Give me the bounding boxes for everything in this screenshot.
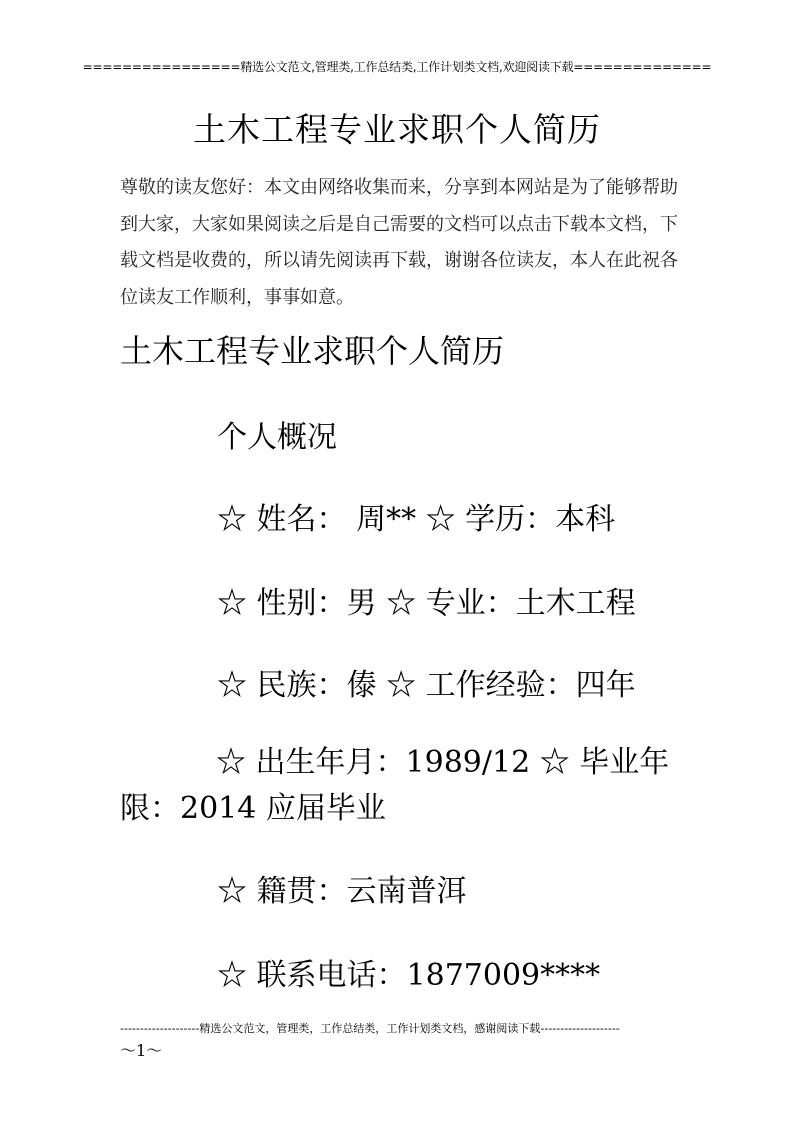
overview-heading: 个人概况	[217, 420, 337, 455]
name-education-line: ☆ 姓名： 周** ☆ 学历：本科	[217, 502, 616, 537]
birth-graduation-line: ☆ 出生年月：1989/12 ☆ 毕业年限：2014 应届毕业	[120, 745, 670, 826]
page-header: ================精选公文范文,管理类,工作总结类,工作计划类文档,欢迎阅读下载==============	[82, 60, 712, 74]
page-footer: --------------------精选公文范文，管理类，工作总结类，工作计划类文档，感谢阅读下载--------------------	[120, 1022, 620, 1035]
document-title: 土木工程专业求职个人简历	[193, 110, 601, 149]
phone-line: ☆ 联系电话：1877009****	[217, 958, 601, 993]
gender-major-line: ☆ 性别：男 ☆ 专业：土木工程	[217, 586, 636, 621]
section-heading: 土木工程专业求职个人简历	[120, 332, 505, 370]
hometown-line: ☆ 籍贯：云南普洱	[217, 874, 467, 909]
intro-paragraph: 尊敬的读友您好：本文由网络收集而来，分享到本网站是为了能够帮助到大家，大家如果阅读之后是自己需要的文档可以点击下载本文档，下载文档是收费的，所以请先阅读再下载，谢谢各位读友，本人在此祝各位读友工作顺利，事事如意。	[120, 177, 678, 308]
page-number: ～1～	[120, 1041, 163, 1060]
ethnicity-experience-line: ☆ 民族：傣 ☆ 工作经验：四年	[217, 668, 636, 703]
